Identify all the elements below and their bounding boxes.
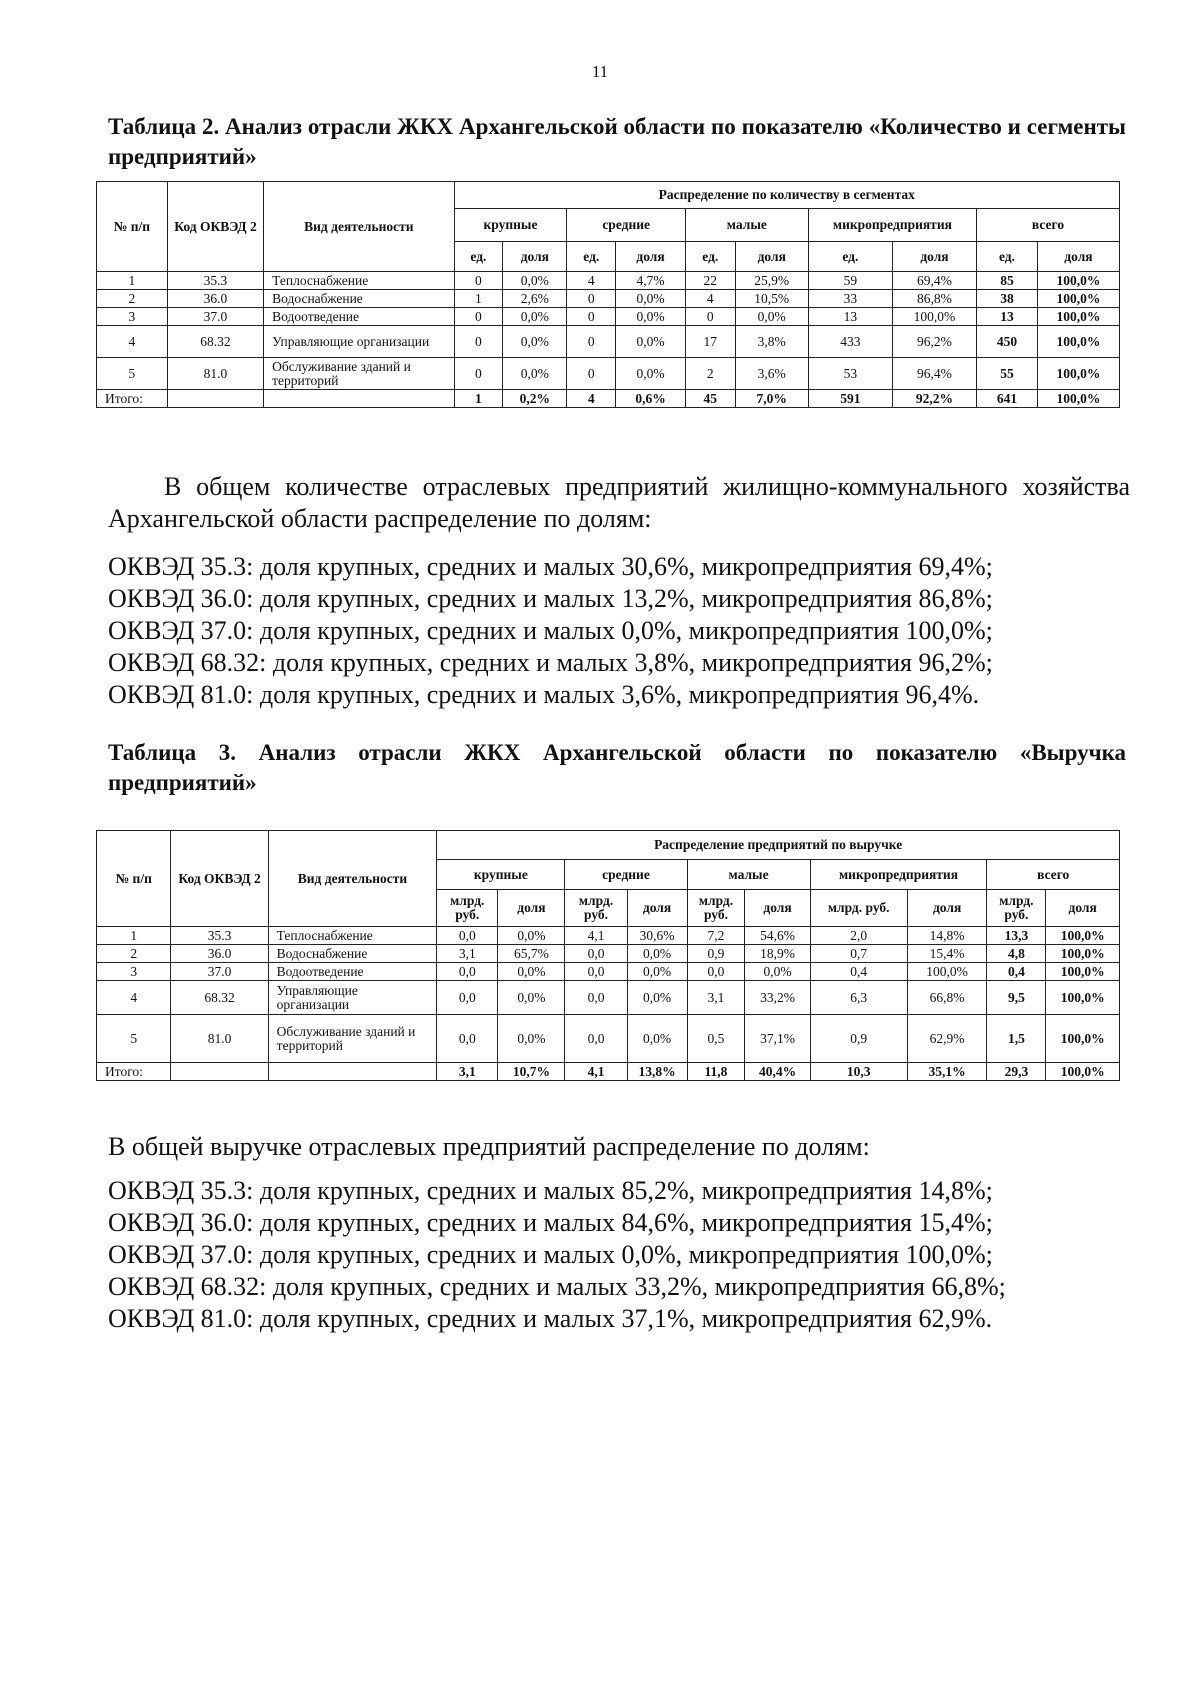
table-row [97, 358, 1120, 390]
cell-share: 10,5% [735, 290, 808, 308]
header-share: доля [907, 890, 987, 927]
cell-value: 0,9 [687, 945, 745, 963]
cell-value: 38 [977, 290, 1038, 308]
okved-code [167, 390, 263, 408]
cell-value: 450 [977, 326, 1038, 358]
row-number: 4 [97, 326, 168, 358]
okved-code: 81.0 [171, 1015, 268, 1063]
activity-name [264, 390, 454, 408]
header-unit: ед. [454, 242, 503, 272]
table-total-row [97, 1063, 1120, 1081]
header-segment: малые [685, 209, 808, 242]
okved-code: 37.0 [171, 963, 268, 981]
cell-value: 0 [567, 308, 616, 326]
list-item: ОКВЭД 37.0: доля крупных, средних и малых 0,0%, микропредприятия 100,0%; [108, 1240, 993, 1269]
cell-value: 9,5 [987, 981, 1046, 1015]
table2-caption: Таблица 2. Анализ отрасли ЖКХ Архангельской области по показателю «Количество и сегменты предприятий» [108, 114, 1126, 169]
cell-share: 100,0% [1046, 981, 1120, 1015]
activity-name: Теплоснабжение [264, 272, 454, 290]
header-unit: ед. [567, 242, 616, 272]
header-segment: микропредприятия [808, 209, 976, 242]
cell-share: 96,4% [892, 358, 976, 390]
cell-share: 0,0% [498, 927, 565, 945]
list-item: ОКВЭД 35.3: доля крупных, средних и малых 85,2%, микропредприятия 14,8%; [108, 1176, 993, 1205]
table-row [97, 963, 1120, 981]
cell-share: 100,0% [1046, 945, 1120, 963]
cell-share: 0,0% [627, 945, 687, 963]
header-share: доля [735, 242, 808, 272]
header-share: доля [745, 890, 810, 927]
cell-share: 100,0% [1037, 290, 1119, 308]
cell-share: 0,0% [627, 963, 687, 981]
cell-share: 3,8% [735, 326, 808, 358]
header-segment: малые [687, 860, 810, 890]
cell-share: 33,2% [745, 981, 810, 1015]
cell-share: 100,0% [1037, 326, 1119, 358]
cell-value: 4,8 [987, 945, 1046, 963]
cell-value: 0,4 [810, 963, 907, 981]
cell-share: 0,0% [498, 981, 565, 1015]
header-unit: млрд. руб. [437, 890, 498, 927]
cell-value: 433 [808, 326, 892, 358]
header-unit: ед. [685, 242, 735, 272]
cell-value: 13 [977, 308, 1038, 326]
header-unit: млрд. руб. [687, 890, 745, 927]
cell-value: 0,0 [565, 963, 627, 981]
total-label: Итого: [97, 1063, 171, 1081]
cell-share: 100,0% [1037, 358, 1119, 390]
cell-value: 29,3 [987, 1063, 1046, 1081]
row-number: 1 [97, 272, 168, 290]
cell-share: 0,0% [735, 308, 808, 326]
header-share: доля [1046, 890, 1120, 927]
cell-value: 0,0 [437, 963, 498, 981]
cell-share: 100,0% [1046, 927, 1120, 945]
cell-share: 100,0% [1046, 1015, 1120, 1063]
table-row [97, 272, 1120, 290]
header-activity: Вид деятельности [264, 182, 454, 272]
cell-value: 1 [454, 390, 503, 408]
table2-summary-intro: В общем количестве отраслевых предприятий жилищно-коммунального хозяйства Архангельской области распределение по долям: [108, 472, 1130, 533]
header-share: доля [503, 242, 567, 272]
header-share: доля [1037, 242, 1119, 272]
okved-code: 36.0 [167, 290, 263, 308]
cell-value: 0,9 [810, 1015, 907, 1063]
header-code: Код ОКВЭД 2 [167, 182, 263, 272]
cell-value: 2 [685, 358, 735, 390]
cell-share: 0,6% [616, 390, 686, 408]
cell-share: 66,8% [907, 981, 987, 1015]
cell-value: 0 [454, 358, 503, 390]
header-segment: средние [565, 860, 687, 890]
cell-value: 0 [685, 308, 735, 326]
cell-value: 0,0 [565, 945, 627, 963]
cell-value: 7,2 [687, 927, 745, 945]
cell-share: 35,1% [907, 1063, 987, 1081]
cell-value: 45 [685, 390, 735, 408]
cell-share: 96,2% [892, 326, 976, 358]
header-segment: крупные [454, 209, 567, 242]
header-code: Код ОКВЭД 2 [171, 831, 268, 927]
header-unit: ед. [977, 242, 1038, 272]
cell-share: 0,0% [503, 272, 567, 290]
header-group: Распределение по количеству в сегментах [454, 182, 1119, 209]
cell-value: 641 [977, 390, 1038, 408]
okved-code: 37.0 [167, 308, 263, 326]
header-segment: средние [567, 209, 685, 242]
cell-value: 0,0 [437, 981, 498, 1015]
cell-value: 0 [454, 308, 503, 326]
cell-share: 18,9% [745, 945, 810, 963]
header-unit: ед. [808, 242, 892, 272]
row-number: 3 [97, 963, 171, 981]
cell-value: 0,0 [687, 963, 745, 981]
activity-name: Управляющие организации [264, 326, 454, 358]
header-segment: микропредприятия [810, 860, 987, 890]
cell-share: 0,0% [616, 326, 686, 358]
cell-share: 69,4% [892, 272, 976, 290]
cell-value: 22 [685, 272, 735, 290]
table-row [97, 981, 1120, 1015]
header-share: доля [892, 242, 976, 272]
cell-share: 0,0% [627, 981, 687, 1015]
cell-value: 4 [685, 290, 735, 308]
cell-value: 2,0 [810, 927, 907, 945]
cell-value: 0 [567, 358, 616, 390]
cell-share: 92,2% [892, 390, 976, 408]
row-number: 3 [97, 308, 168, 326]
header-num: № п/п [97, 831, 171, 927]
cell-share: 14,8% [907, 927, 987, 945]
cell-value: 4,1 [565, 1063, 627, 1081]
row-number: 5 [97, 358, 168, 390]
cell-share: 100,0% [1037, 390, 1119, 408]
header-share: доля [616, 242, 686, 272]
cell-value: 1,5 [987, 1015, 1046, 1063]
cell-share: 2,6% [503, 290, 567, 308]
cell-value: 3,1 [687, 981, 745, 1015]
cell-share: 13,8% [627, 1063, 687, 1081]
cell-share: 0,0% [498, 963, 565, 981]
activity-name [268, 1063, 437, 1081]
cell-share: 4,7% [616, 272, 686, 290]
cell-value: 10,3 [810, 1063, 907, 1081]
cell-value: 0,0 [565, 1015, 627, 1063]
list-item: ОКВЭД 81.0: доля крупных, средних и малых 37,1%, микропредприятия 62,9%. [108, 1304, 993, 1333]
activity-name: Водоснабжение [268, 945, 437, 963]
header-unit: млрд. руб. [565, 890, 627, 927]
cell-share: 7,0% [735, 390, 808, 408]
cell-share: 54,6% [745, 927, 810, 945]
activity-name: Теплоснабжение [268, 927, 437, 945]
okved-code: 35.3 [167, 272, 263, 290]
cell-value: 0,5 [687, 1015, 745, 1063]
cell-share: 0,0% [503, 326, 567, 358]
row-number: 5 [97, 1015, 171, 1063]
cell-value: 3,1 [437, 945, 498, 963]
table3-body [97, 927, 1120, 1081]
cell-share: 0,0% [627, 1015, 687, 1063]
list-item: ОКВЭД 68.32: доля крупных, средних и малых 3,8%, микропредприятия 96,2%; [108, 648, 993, 677]
okved-code: 68.32 [167, 326, 263, 358]
cell-value: 0,0 [437, 1015, 498, 1063]
header-share: доля [498, 890, 565, 927]
okved-code: 68.32 [171, 981, 268, 1015]
header-segment: всего [977, 209, 1120, 242]
cell-share: 15,4% [907, 945, 987, 963]
list-item: ОКВЭД 35.3: доля крупных, средних и малых 30,6%, микропредприятия 69,4%; [108, 552, 993, 581]
cell-share: 30,6% [627, 927, 687, 945]
cell-value: 3,1 [437, 1063, 498, 1081]
cell-value: 0 [567, 290, 616, 308]
table2-segments-count [96, 181, 1120, 408]
okved-code: 81.0 [167, 358, 263, 390]
cell-value: 4 [567, 272, 616, 290]
okved-code: 35.3 [171, 927, 268, 945]
header-share: доля [627, 890, 687, 927]
table3-revenue [96, 830, 1120, 1081]
table-total-row [97, 390, 1120, 408]
total-label: Итого: [97, 390, 168, 408]
cell-share: 100,0% [1037, 272, 1119, 290]
cell-share: 0,0% [616, 358, 686, 390]
cell-share: 100,0% [907, 963, 987, 981]
cell-value: 0,0 [565, 981, 627, 1015]
cell-value: 11,8 [687, 1063, 745, 1081]
table-row [97, 927, 1120, 945]
cell-value: 0 [454, 326, 503, 358]
cell-share: 0,0% [498, 1015, 565, 1063]
cell-share: 100,0% [1046, 1063, 1120, 1081]
cell-value: 0 [567, 326, 616, 358]
cell-value: 0 [454, 272, 503, 290]
activity-name: Водоснабжение [264, 290, 454, 308]
cell-share: 100,0% [1037, 308, 1119, 326]
activity-name: Водоотведение [264, 308, 454, 326]
cell-share: 0,0% [616, 290, 686, 308]
cell-value: 17 [685, 326, 735, 358]
table-row [97, 308, 1120, 326]
header-activity: Вид деятельности [268, 831, 437, 927]
header-segment: крупные [437, 860, 565, 890]
cell-value: 33 [808, 290, 892, 308]
cell-share: 10,7% [498, 1063, 565, 1081]
table2-summary-list [108, 551, 1130, 711]
table3-summary-list [108, 1175, 1130, 1335]
header-segment: всего [987, 860, 1120, 890]
table-row [97, 326, 1120, 358]
activity-name: Водоотведение [268, 963, 437, 981]
activity-name: Обслуживание зданий и территорий [264, 358, 454, 390]
cell-value: 4 [567, 390, 616, 408]
cell-share: 3,6% [735, 358, 808, 390]
table-row [97, 1015, 1120, 1063]
row-number: 1 [97, 927, 171, 945]
cell-share: 0,0% [503, 358, 567, 390]
header-group: Распределение предприятий по выручке [437, 831, 1120, 860]
cell-value: 4,1 [565, 927, 627, 945]
cell-value: 59 [808, 272, 892, 290]
header-num: № п/п [97, 182, 168, 272]
row-number: 2 [97, 945, 171, 963]
okved-code [171, 1063, 268, 1081]
cell-value: 13 [808, 308, 892, 326]
table3-caption: Таблица 3. Анализ отрасли ЖКХ Архангельской области по показателю «Выручка предприятий» [108, 740, 1126, 795]
activity-name: Управляющие организации [268, 981, 437, 1015]
page-number: 11 [591, 62, 609, 81]
row-number: 2 [97, 290, 168, 308]
cell-share: 86,8% [892, 290, 976, 308]
cell-share: 100,0% [892, 308, 976, 326]
table-row [97, 290, 1120, 308]
table-row [97, 945, 1120, 963]
cell-value: 0,4 [987, 963, 1046, 981]
header-unit: млрд. руб. [810, 890, 907, 927]
cell-value: 13,3 [987, 927, 1046, 945]
cell-value: 1 [454, 290, 503, 308]
cell-share: 37,1% [745, 1015, 810, 1063]
cell-value: 6,3 [810, 981, 907, 1015]
table2-body [97, 272, 1120, 408]
activity-name: Обслуживание зданий и территорий [268, 1015, 437, 1063]
cell-share: 0,0% [745, 963, 810, 981]
cell-share: 40,4% [745, 1063, 810, 1081]
cell-value: 53 [808, 358, 892, 390]
cell-share: 100,0% [1046, 963, 1120, 981]
list-item: ОКВЭД 81.0: доля крупных, средних и малых 3,6%, микропредприятия 96,4%. [108, 680, 980, 709]
cell-share: 25,9% [735, 272, 808, 290]
row-number: 4 [97, 981, 171, 1015]
cell-share: 0,0% [616, 308, 686, 326]
table3-summary-intro: В общей выручке отраслевых предприятий распределение по долям: [108, 1132, 870, 1161]
list-item: ОКВЭД 37.0: доля крупных, средних и малых 0,0%, микропредприятия 100,0%; [108, 616, 993, 645]
cell-value: 55 [977, 358, 1038, 390]
list-item: ОКВЭД 36.0: доля крупных, средних и малых 13,2%, микропредприятия 86,8%; [108, 584, 993, 613]
cell-share: 62,9% [907, 1015, 987, 1063]
list-item: ОКВЭД 36.0: доля крупных, средних и малых 84,6%, микропредприятия 15,4%; [108, 1208, 993, 1237]
okved-code: 36.0 [171, 945, 268, 963]
header-unit: млрд. руб. [987, 890, 1046, 927]
list-item: ОКВЭД 68.32: доля крупных, средних и малых 33,2%, микропредприятия 66,8%; [108, 1272, 1006, 1301]
cell-share: 0,2% [503, 390, 567, 408]
cell-value: 0,0 [437, 927, 498, 945]
cell-value: 0,7 [810, 945, 907, 963]
cell-share: 0,0% [503, 308, 567, 326]
cell-share: 65,7% [498, 945, 565, 963]
cell-value: 591 [808, 390, 892, 408]
cell-value: 85 [977, 272, 1038, 290]
